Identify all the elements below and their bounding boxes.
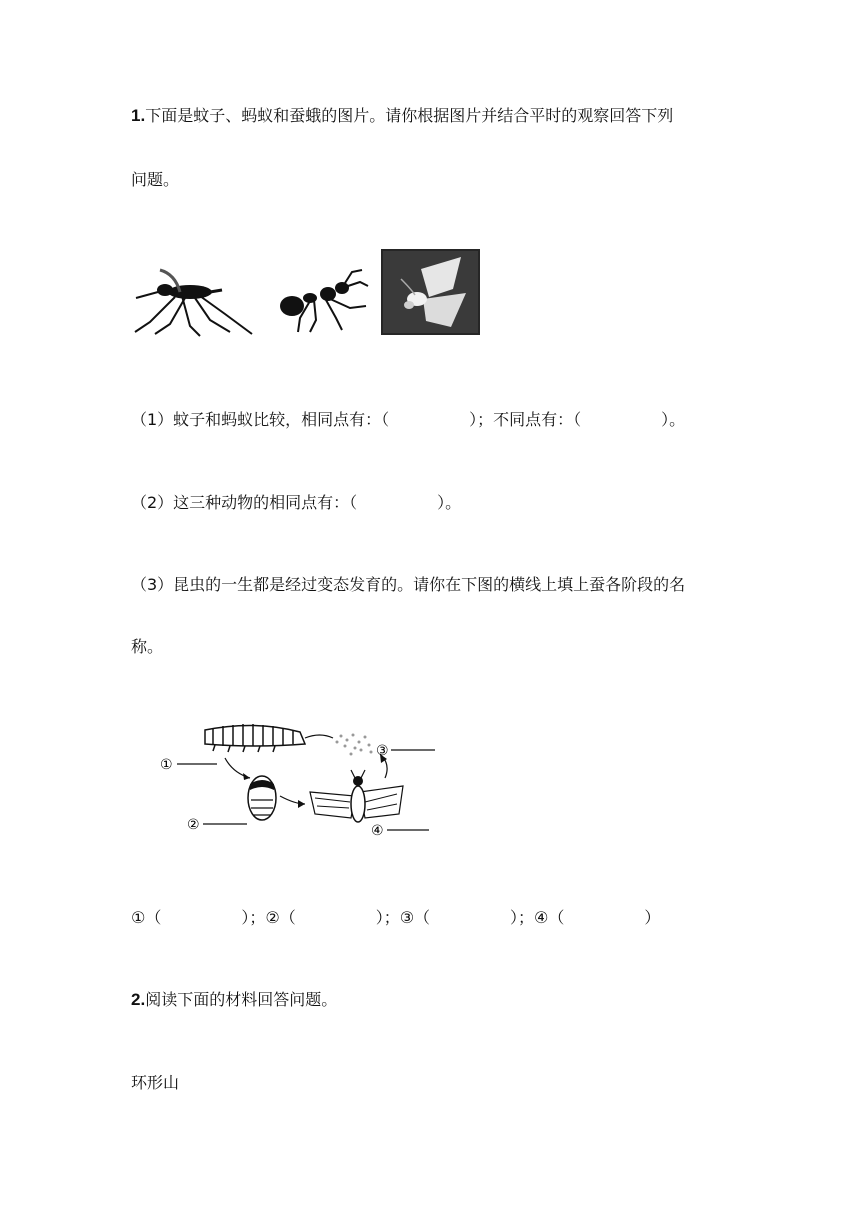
q2-passage-title: 环形山 bbox=[131, 1073, 180, 1092]
q2-number: 2. bbox=[131, 990, 146, 1009]
q1-sub2: （2）这三种动物的相同点有：（ ）。 bbox=[131, 493, 462, 512]
diagram-label-2: ② bbox=[187, 817, 200, 833]
q1-sub3-line2: 称。 bbox=[131, 637, 164, 656]
silkmoth-image bbox=[381, 249, 480, 335]
moth-drawing bbox=[310, 770, 403, 822]
diagram-label-3: ③ bbox=[376, 743, 389, 759]
silkworm-lifecycle-diagram bbox=[155, 718, 445, 843]
q1-stem-line1 bbox=[131, 106, 673, 126]
pupa-drawing bbox=[248, 776, 276, 820]
eggs-drawing bbox=[336, 734, 373, 756]
q1-sub3-line1: （3）昆虫的一生都是经过变态发育的。请你在下图的横线上填上蚕各阶段的名 bbox=[131, 575, 686, 594]
diagram-label-1: ① bbox=[160, 757, 173, 773]
q2-stem bbox=[131, 990, 337, 1010]
mosquito-image bbox=[130, 262, 255, 337]
q1-stem-text: 下面是蚊子、蚂蚁和蚕蛾的图片。请你根据图片并结合平时的观察回答下列 bbox=[145, 106, 674, 125]
ant-image bbox=[270, 268, 370, 336]
q1-number: 1. bbox=[131, 106, 146, 125]
q1-sub1: （1）蚊子和蚂蚁比较，相同点有：（ ）；不同点有：（ ）。 bbox=[131, 410, 686, 429]
larva-drawing bbox=[205, 724, 305, 752]
q1-answer-line: ①（ ）；②（ ）；③（ ）；④（ ） bbox=[131, 908, 661, 927]
q1-stem-line2: 问题。 bbox=[131, 170, 180, 189]
q2-stem-text: 阅读下面的材料回答问题。 bbox=[145, 990, 338, 1009]
diagram-label-4: ④ bbox=[371, 823, 384, 839]
